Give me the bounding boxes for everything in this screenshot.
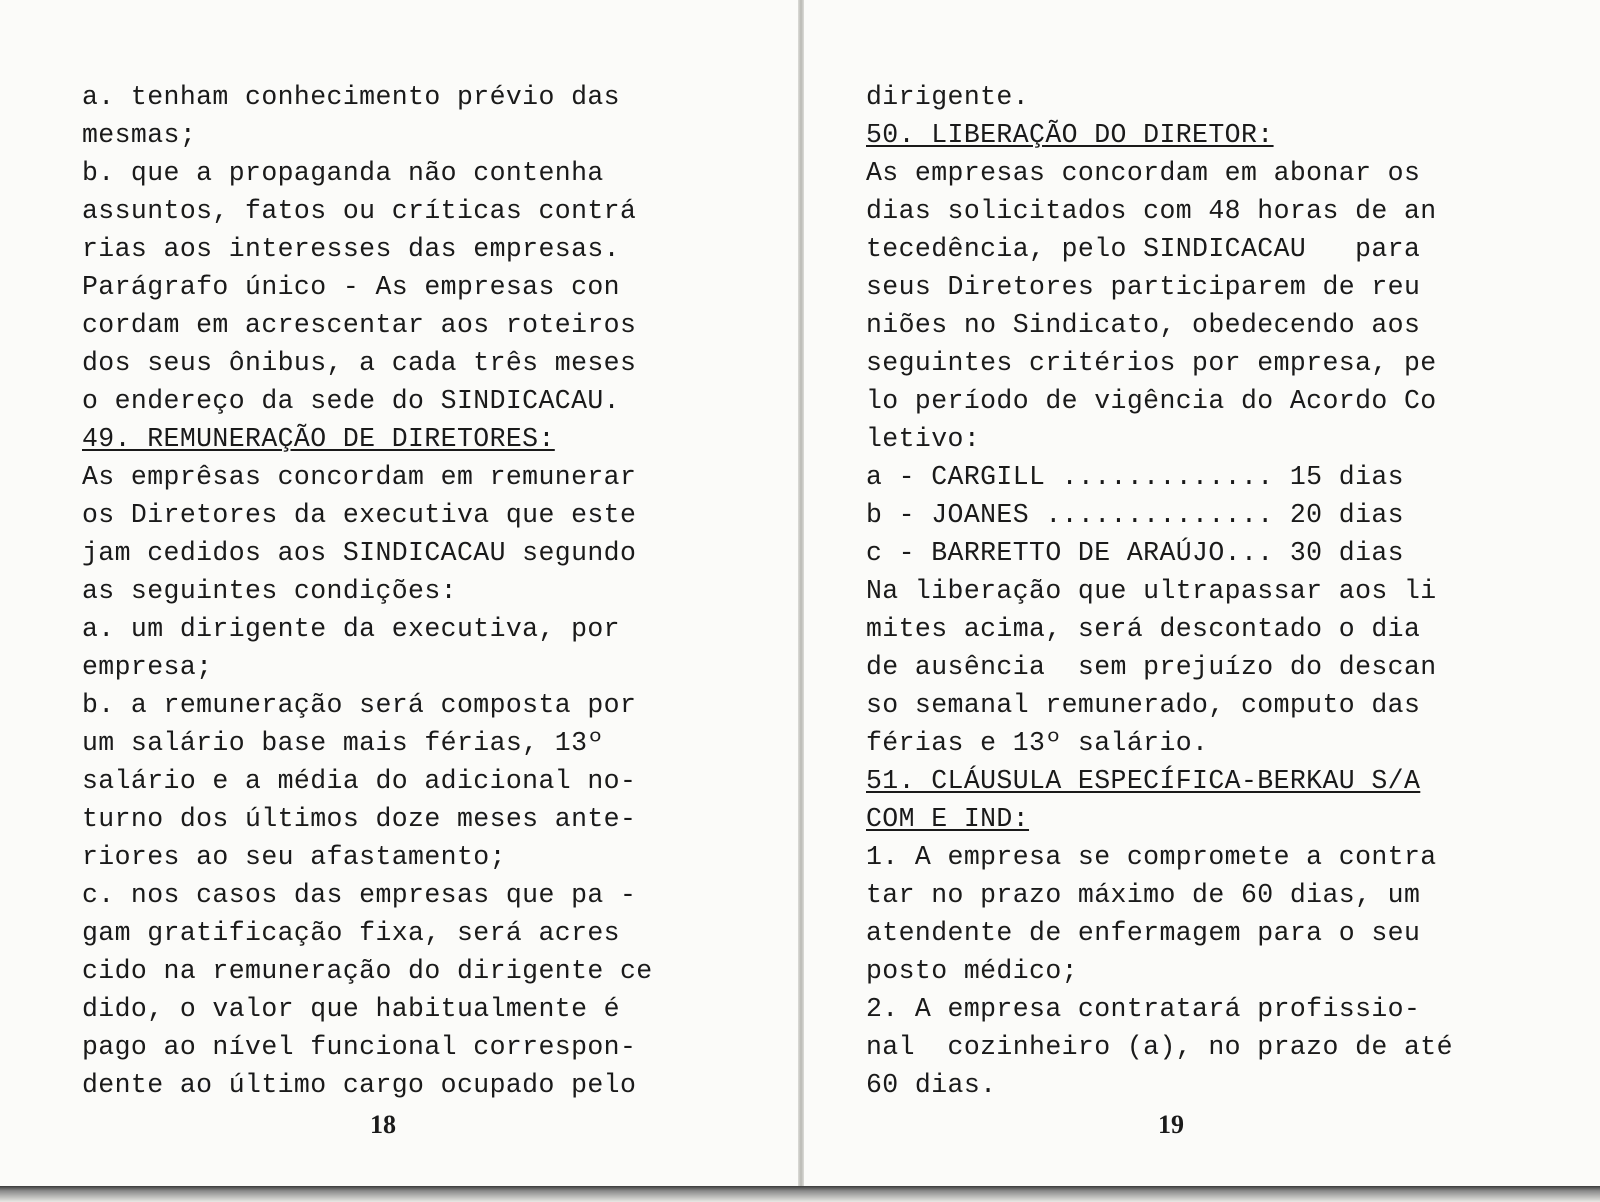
list-item: c - BARRETTO DE ARAÚJO... 30 dias bbox=[866, 538, 1404, 568]
text-line: Parágrafo único - As empresas con bbox=[82, 272, 620, 302]
text-line: salário e a média do adicional no- bbox=[82, 766, 637, 796]
text-line: cordam em acrescentar aos roteiros bbox=[82, 310, 637, 340]
text-line: nal cozinheiro (a), no prazo de até bbox=[866, 1032, 1453, 1062]
text-line: c. nos casos das empresas que pa - bbox=[82, 880, 637, 910]
text-line: cido na remuneração do dirigente ce bbox=[82, 956, 653, 986]
text-line: dias solicitados com 48 horas de an bbox=[866, 196, 1437, 226]
text-line: tecedência, pelo SINDICACAU para bbox=[866, 234, 1421, 264]
text-line: um salário base mais férias, 13º bbox=[82, 728, 604, 758]
section-heading: 49. REMUNERAÇÃO DE DIRETORES: bbox=[82, 424, 555, 454]
text-line: assuntos, fatos ou críticas contrá bbox=[82, 196, 637, 226]
section-heading: 50. LIBERAÇÃO DO DIRETOR: bbox=[866, 120, 1274, 150]
text-line: dido, o valor que habitualmente é bbox=[82, 994, 620, 1024]
text-line: mesmas; bbox=[82, 120, 197, 150]
list-item: a - CARGILL ............. 15 dias bbox=[866, 462, 1404, 492]
text-line: seguintes critérios por empresa, pe bbox=[866, 348, 1437, 378]
text-line: letivo: bbox=[866, 424, 981, 454]
text-line: a. tenham conhecimento prévio das bbox=[82, 82, 620, 112]
text-line: tar no prazo máximo de 60 dias, um bbox=[866, 880, 1421, 910]
text-line: dente ao último cargo ocupado pelo bbox=[82, 1070, 637, 1100]
text-line: so semanal remunerado, computo das bbox=[866, 690, 1421, 720]
text-line: turno dos últimos doze meses ante- bbox=[82, 804, 637, 834]
section-heading-continued: COM E IND: bbox=[866, 804, 1030, 834]
text-line: empresa; bbox=[82, 652, 213, 682]
page-number: 18 bbox=[370, 1110, 396, 1139]
text-line: Na liberação que ultrapassar aos li bbox=[866, 576, 1437, 606]
right-page-text bbox=[866, 78, 1546, 1104]
left-page bbox=[0, 0, 800, 1188]
text-line: gam gratificação fixa, será acres bbox=[82, 918, 620, 948]
text-line: seus Diretores participarem de reu bbox=[866, 272, 1421, 302]
text-line: b. a remuneração será composta por bbox=[82, 690, 637, 720]
text-line: 60 dias. bbox=[866, 1070, 997, 1100]
text-line: rias aos interesses das empresas. bbox=[82, 234, 620, 264]
text-line: atendente de enfermagem para o seu bbox=[866, 918, 1421, 948]
text-line: férias e 13º salário. bbox=[866, 728, 1209, 758]
text-line: b. que a propaganda não contenha bbox=[82, 158, 604, 188]
section-heading: 51. CLÁUSULA ESPECÍFICA-BERKAU S/A bbox=[866, 766, 1421, 796]
text-line: de ausência sem prejuízo do descan bbox=[866, 652, 1437, 682]
book-bottom-edge bbox=[0, 1186, 1600, 1202]
page-number: 19 bbox=[1158, 1110, 1184, 1139]
text-line: dos seus ônibus, a cada três meses bbox=[82, 348, 637, 378]
text-line: o endereço da sede do SINDICACAU. bbox=[82, 386, 620, 416]
left-page-text bbox=[82, 78, 752, 1104]
list-item: b - JOANES .............. 20 dias bbox=[866, 500, 1404, 530]
text-line: jam cedidos aos SINDICACAU segundo bbox=[82, 538, 637, 568]
text-line: pago ao nível funcional correspon- bbox=[82, 1032, 637, 1062]
text-line: dirigente. bbox=[866, 82, 1030, 112]
text-line: 1. A empresa se compromete a contra bbox=[866, 842, 1437, 872]
text-line: 2. A empresa contratará profissio- bbox=[866, 994, 1421, 1024]
text-line: niões no Sindicato, obedecendo aos bbox=[866, 310, 1421, 340]
text-line: as seguintes condições: bbox=[82, 576, 457, 606]
text-line: posto médico; bbox=[866, 956, 1078, 986]
text-line: os Diretores da executiva que este bbox=[82, 500, 637, 530]
text-line: lo período de vigência do Acordo Co bbox=[866, 386, 1437, 416]
text-line: As empresas concordam em abonar os bbox=[866, 158, 1421, 188]
text-line: mites acima, será descontado o dia bbox=[866, 614, 1421, 644]
text-line: a. um dirigente da executiva, por bbox=[82, 614, 620, 644]
text-line: As emprêsas concordam em remunerar bbox=[82, 462, 637, 492]
text-line: riores ao seu afastamento; bbox=[82, 842, 506, 872]
